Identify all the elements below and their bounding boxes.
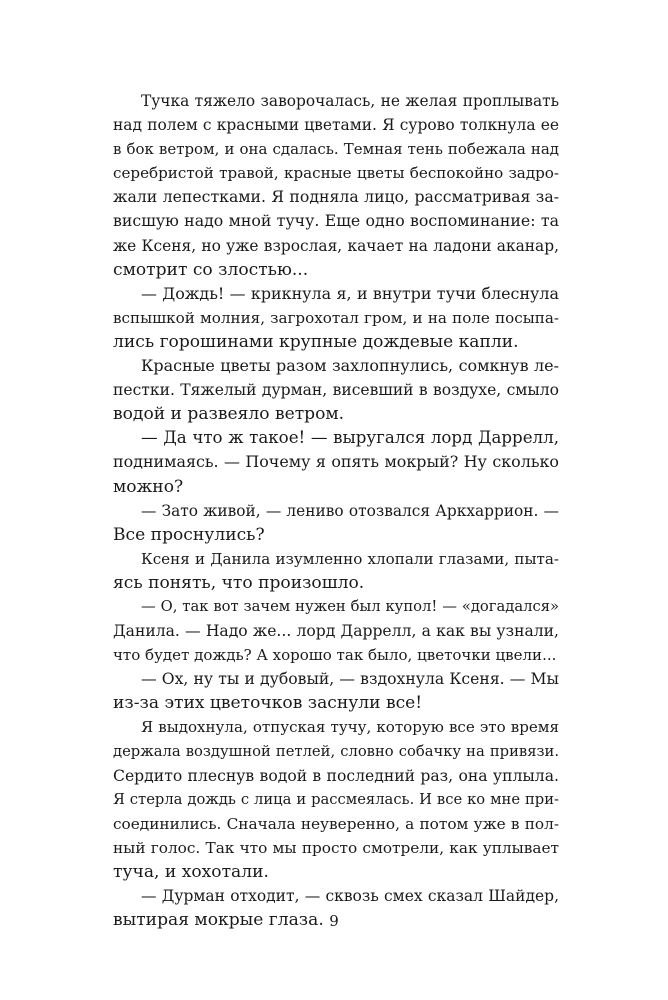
text-line: Я стерла дождь с лица и рассмеялась. И все ко мне при- <box>113 790 559 808</box>
text-line: Сердито плеснув водой в последний раз, она уплыла. <box>113 766 559 785</box>
text-line: — О, так вот зачем нужен был купол! — «догадался» <box>141 597 559 615</box>
text-line: — Да что ж такое! — выругался лорд Даррелл, <box>141 428 559 448</box>
text-line: соединились. Сначала неуверенно, а потом уже в пол- <box>113 814 559 833</box>
text-line: пестки. Тяжелый дурман, висевший в воздухе, смыло <box>113 381 559 400</box>
text-line: лись горошинами крупные дождевые капли. <box>113 331 519 352</box>
text-line: — Дурман отходит, — сквозь смех сказал Шайдер, <box>141 887 559 906</box>
text-line: над полем с красными цветами. Я сурово толкнула ее <box>113 116 559 135</box>
text-line: же Ксеня, но уже взрослая, качает на ладони аканар, <box>113 236 559 255</box>
page-number: 9 <box>329 912 339 930</box>
text-line: держала воздушной петлей, словно собачку на привязи. <box>113 742 559 760</box>
text-line: из-за этих цветочков заснули все! <box>113 693 423 714</box>
text-line: Ксеня и Данила изумленно хлопали глазами, пыта- <box>141 549 559 568</box>
text-line: висшую надо мной тучу. Еще одно воспоминание: та <box>113 211 559 231</box>
text-line: — Дождь! — крикнула я, и внутри тучи блеснула <box>141 283 559 303</box>
text-line: Я выдохнула, отпуская тучу, которую все это время <box>141 718 559 737</box>
text-line: — Ох, ну ты и дубовый, — вздохнула Ксеня. — Мы <box>141 669 559 689</box>
text-line: Данила. — Надо же... лорд Даррелл, а как вы узнали, <box>113 622 559 641</box>
text-line: в бок ветром, и она сдалась. Темная тень побежала над <box>113 140 559 159</box>
text-line: смотрит со злостью... <box>113 259 309 280</box>
text-line: серебристой травой, красные цветы беспокойно задро- <box>113 164 559 183</box>
text-line: вспышкой молния, загрохотал гром, и на поле посыпа- <box>113 308 559 327</box>
text-line: — Зато живой, — лениво отозвался Аркхаррион. — <box>141 501 559 520</box>
body-text <box>113 89 559 932</box>
text-line: можно? <box>113 476 184 497</box>
text-line: вытирая мокрые глаза. <box>113 910 324 931</box>
text-line: Красные цветы разом захлопнулись, сомкнув ле- <box>141 356 559 376</box>
text-line: жали лепестками. Я подняла лицо, рассматривая за- <box>113 187 559 207</box>
text-line: ясь понять, что произошло. <box>113 572 365 593</box>
text-line: Тучка тяжело заворочалась, не желая проплывать <box>141 92 559 110</box>
text-line: что будет дождь? А хорошо так было, цветочки цвели... <box>113 646 557 665</box>
text-line: поднимаясь. — Почему я опять мокрый? Ну сколько <box>113 452 559 472</box>
text-line: туча, и хохотали. <box>113 862 269 882</box>
text-line: водой и развеяло ветром. <box>113 404 345 425</box>
text-line: ный голос. Так что мы просто смотрели, как уплывает <box>113 838 559 857</box>
text-line: Все проснулись? <box>113 524 265 545</box>
